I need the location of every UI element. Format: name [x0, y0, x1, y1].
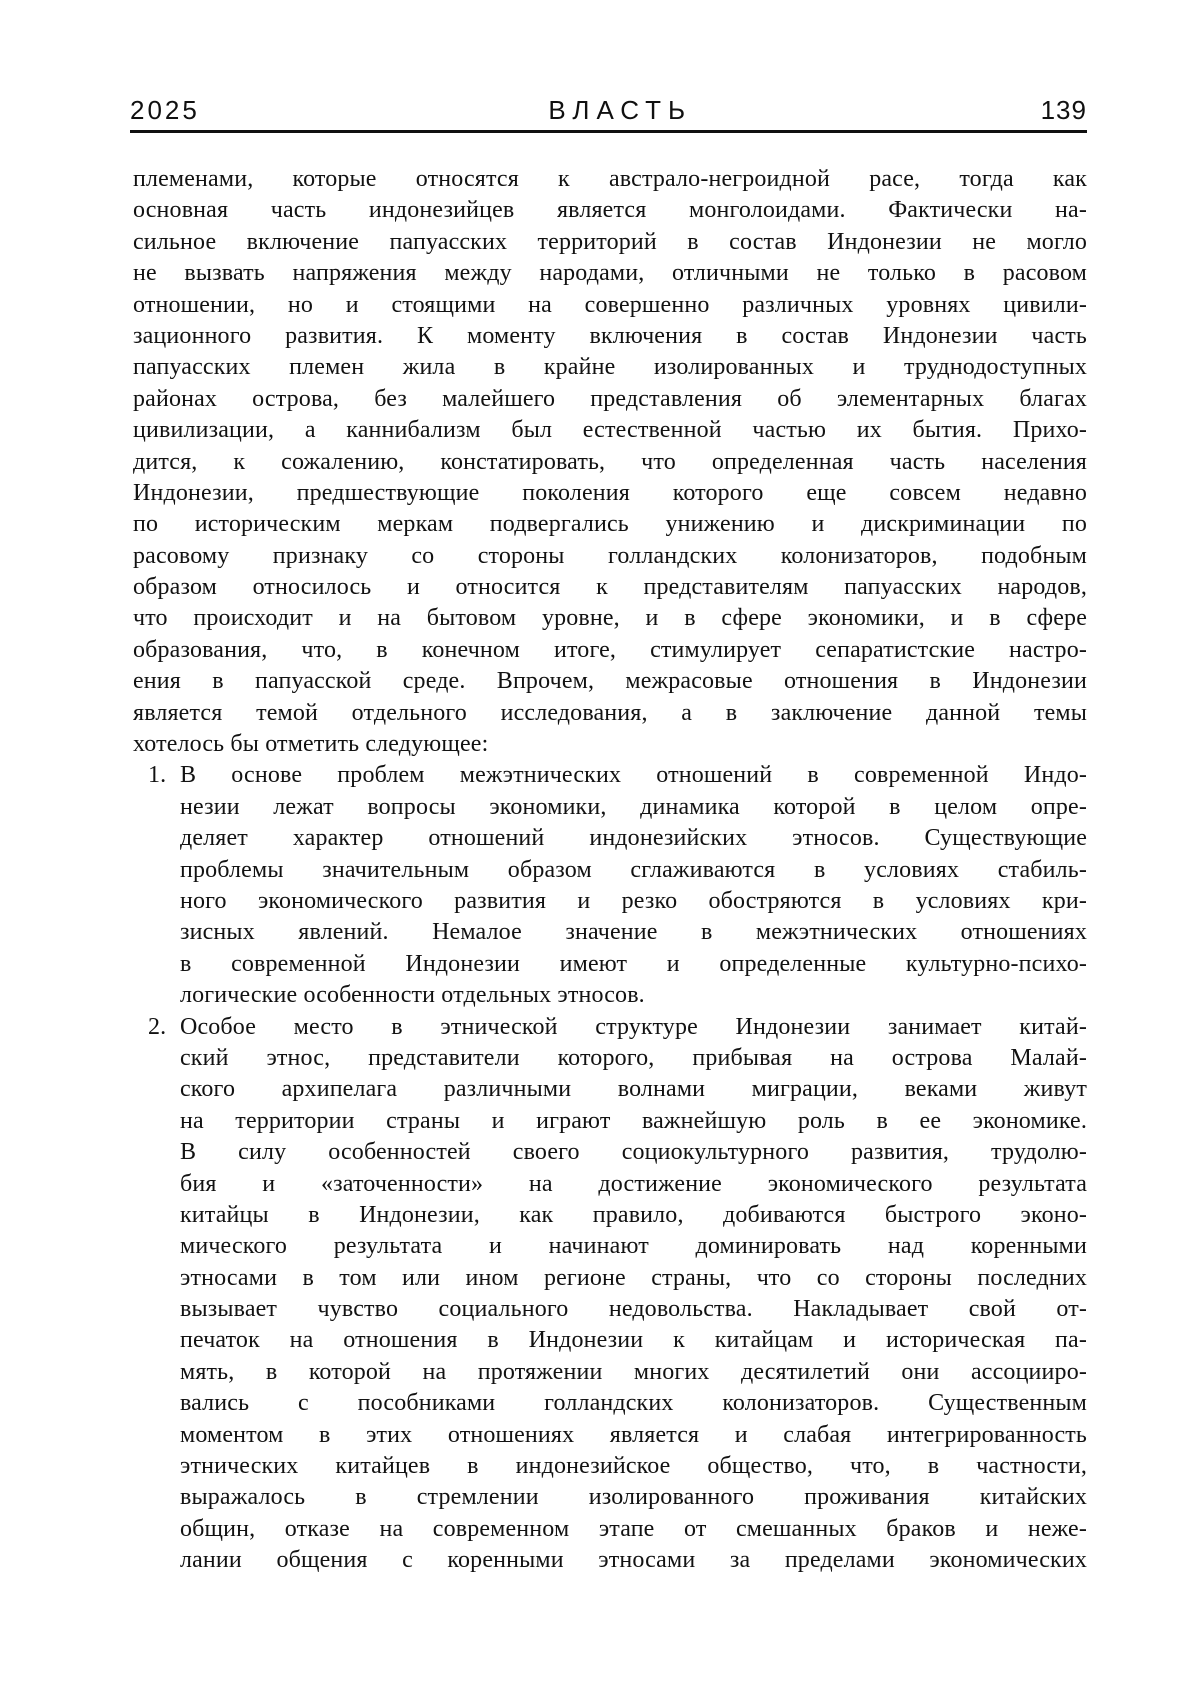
text-line: вались с пособниками голландских колонизаторов. Существенным — [180, 1390, 1087, 1417]
header-year: 2025 — [130, 95, 200, 125]
text-line: Индонезии, предшествующие поколения которого еще совсем недавно — [133, 479, 1087, 506]
text-line: ения в папуасской среде. Впрочем, межрасовые отношения в Индонезии — [133, 668, 1087, 695]
text-line: племенами, которые относятся к австрало-негроидной расе, тогда как — [133, 166, 1087, 192]
text-line: сильное включение папуасских территорий в состав Индонезии не могло — [133, 228, 1087, 255]
text-line: цивилизации, а каннибализм был естественной частью их бытия. Прихо- — [133, 417, 1087, 444]
text-line: является темой отдельного исследования, а в заключение данной темы — [133, 699, 1087, 726]
text-line: деляет характер отношений индонезийских этносов. Существующие — [180, 825, 1087, 852]
text-line: районах острова, без малейшего представления об элементарных благах — [133, 385, 1087, 412]
list-item-text — [180, 1012, 1087, 1577]
text-line: выражалось в стремлении изолированного проживания китайских — [180, 1484, 1087, 1511]
list-item-text — [180, 760, 1087, 1011]
list-item-marker: 1. — [148, 762, 167, 789]
text-line: мического результата и начинают доминировать над коренными — [180, 1233, 1087, 1260]
text-line: ного экономического развития и резко обостряются в условиях кри- — [180, 887, 1087, 914]
text-line: хотелось бы отметить следующее: — [133, 731, 489, 758]
page-number: 139 — [1040, 95, 1087, 125]
text-line: общин, отказе на современном этапе от смешанных браков и неже- — [180, 1515, 1087, 1542]
text-line: что происходит и на бытовом уровне, и в сфере экономики, и в сфере — [133, 605, 1087, 632]
text-line: Особое место в этнической структуре Индонезии занимает китай- — [180, 1013, 1087, 1040]
intro-paragraph — [133, 164, 1087, 760]
text-line: этносами в том или ином регионе страны, что со стороны последних — [180, 1264, 1087, 1291]
list-item — [133, 1012, 1087, 1577]
text-line: китайцы в Индонезии, как правило, добиваются быстрого эконо- — [180, 1201, 1087, 1228]
text-line: вызывает чувство социального недовольства. Накладывает свой от- — [180, 1296, 1087, 1323]
text-line: логические особенности отдельных этносов. — [180, 982, 645, 1009]
text-line: бия и «заточенности» на достижение экономического результата — [180, 1170, 1087, 1197]
text-line: моментом в этих отношениях является и слабая интегрированность — [180, 1421, 1087, 1448]
list-item-marker: 2. — [148, 1013, 167, 1040]
text-line: зисных явлений. Немалое значение в межэтнических отношениях — [180, 919, 1087, 946]
text-line: дится, к сожалению, констатировать, что определенная часть населения — [133, 448, 1087, 475]
journal-title: ВЛАСТЬ — [548, 95, 693, 125]
text-line: В силу особенностей своего социокультурного развития, трудолю- — [180, 1139, 1087, 1166]
text-line: ского архипелага различными волнами миграции, веками живут — [180, 1076, 1087, 1103]
text-line: В основе проблем межэтнических отношений в современной Индо- — [180, 762, 1087, 789]
numbered-list — [133, 760, 1087, 1576]
text-line: по историческим меркам подвергались унижению и дискриминации по — [133, 511, 1087, 538]
text-line: печаток на отношения в Индонезии к китайцам и историческая па- — [180, 1327, 1087, 1354]
text-line: образования, что, в конечном итоге, стимулирует сепаратистские настро- — [133, 636, 1087, 663]
text-line: отношении, но и стоящими на совершенно различных уровнях цивили- — [133, 291, 1087, 318]
text-line: зационного развития. К моменту включения в состав Индонезии часть — [133, 322, 1087, 349]
page-header — [130, 92, 1087, 133]
text-line: в современной Индонезии имеют и определенные культурно-психо- — [180, 950, 1087, 977]
text-line: проблемы значительным образом сглаживаются в условиях стабиль- — [180, 856, 1087, 883]
list-item — [133, 760, 1087, 1011]
text-line: мять, в которой на протяжении многих десятилетий они ассоцииро- — [180, 1358, 1087, 1385]
text-line: на территории страны и играют важнейшую роль в ее экономике. — [180, 1107, 1087, 1134]
text-line: основная часть индонезийцев является монголоидами. Фактически на- — [133, 197, 1087, 224]
text-line: этнических китайцев в индонезийское общество, что, в частности, — [180, 1453, 1087, 1480]
text-line: папуасских племен жила в крайне изолированных и труднодоступных — [133, 354, 1087, 381]
text-line: не вызвать напряжения между народами, отличными не только в расовом — [133, 260, 1087, 287]
article-text — [133, 164, 1087, 1577]
text-line: незии лежат вопросы экономики, динамика которой в целом опре- — [180, 793, 1087, 820]
text-line: лании общения с коренными этносами за пределами экономических — [180, 1547, 1087, 1574]
text-line: ский этнос, представители которого, прибывая на острова Малай- — [180, 1044, 1087, 1071]
text-line: расовому признаку со стороны голландских колонизаторов, подобным — [133, 542, 1087, 569]
text-line: образом относилось и относится к представителям папуасских народов, — [133, 574, 1087, 601]
